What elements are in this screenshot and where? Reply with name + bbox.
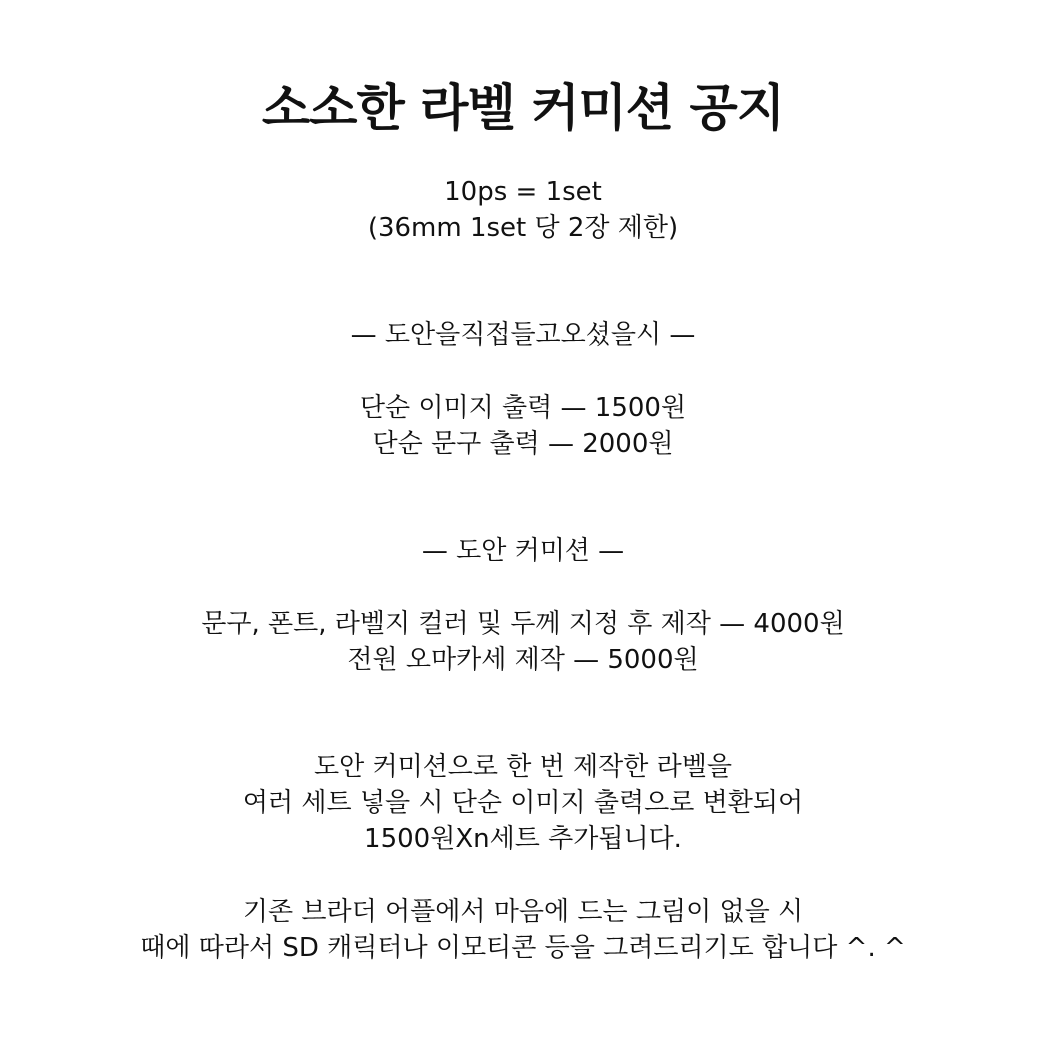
note-line: 도안 커미션으로 한 번 제작한 라벨을 (313, 752, 733, 782)
set-definition: 10ps = 1set (444, 177, 602, 207)
design-commission-heading: — 도안 커미션 — (421, 536, 625, 566)
note-line: 1500원Xn세트 추가됩니다. (364, 824, 682, 854)
note-line: 때에 따라서 SD 캐릭터나 이모티콘 등을 그려드리기도 합니다 ^. ^ (140, 933, 906, 963)
note-line: 여러 세트 넣을 시 단순 이미지 출력으로 변환되어 (242, 788, 804, 818)
set-limit: (36mm 1set 당 2장 제한) (367, 213, 679, 243)
price-item-omakase: 전원 오마카세 제작 — 5000원 (347, 645, 699, 675)
own-design-heading: — 도안을직접들고오셨을시 — (350, 320, 696, 350)
note-line: 기존 브라더 어플에서 마음에 드는 그림이 없을 시 (242, 897, 804, 927)
page-title: 소소한 라벨 커미션 공지 (261, 79, 785, 137)
price-item-custom-design: 문구, 폰트, 라벨지 컬러 및 두께 지정 후 제작 — 4000원 (201, 609, 845, 639)
price-item-simple-image: 단순 이미지 출력 — 1500원 (359, 393, 687, 423)
price-item-simple-text: 단순 문구 출력 — 2000원 (372, 429, 674, 459)
